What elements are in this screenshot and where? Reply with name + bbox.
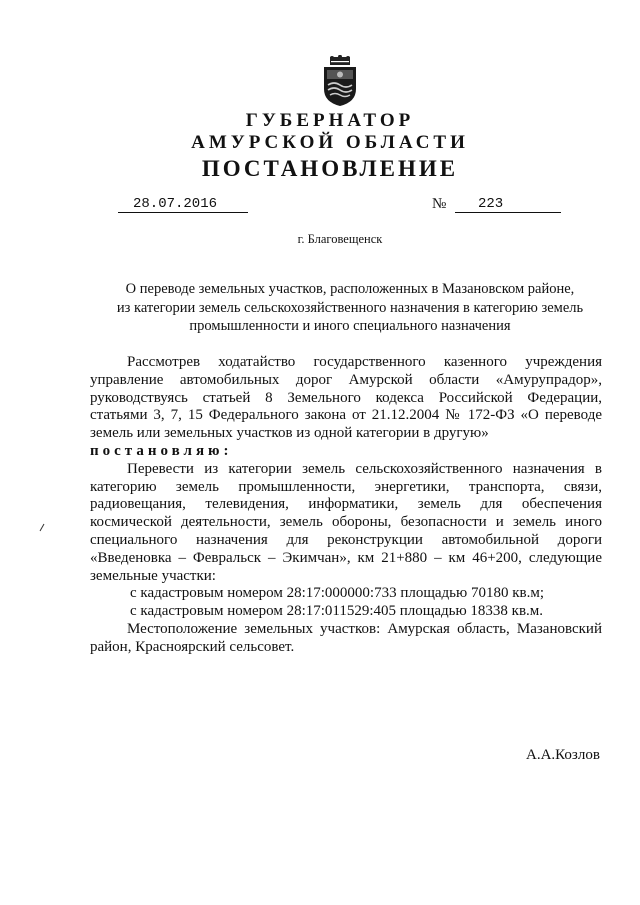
resolve-word: постановляю: <box>90 442 233 459</box>
title-line: промышленности и иного специального назначения <box>189 318 511 334</box>
title-line: из категории земель сельскохозяйственного назначения в категорию земель <box>116 299 584 316</box>
number-sign: № <box>432 196 447 212</box>
body-line: Перевести из категории земель сельскохозяйственного назначения в <box>127 460 602 477</box>
parcel-item: с кадастровым номером 28:17:011529:405 площадью 18338 кв.м. <box>130 603 544 620</box>
margin-mark <box>40 524 45 531</box>
body-line: земель или земельных участков из одной категории в другую» <box>90 425 489 442</box>
coat-of-arms-icon <box>320 55 360 107</box>
body-line: космической деятельности, земель обороны, безопасности и земель иного <box>90 514 602 531</box>
body-line: управление автомобильных дорог Амурской области «Амурупрадор», <box>90 371 602 388</box>
body-line: специального назначения для реконструкции автомобильной дороги <box>90 531 602 548</box>
document-date: 28.07.2016 <box>118 196 248 213</box>
body-line: статьями 3, 7, 15 Федерального закона от 21.12.2004 № 172-ФЗ «О переводе <box>90 407 602 424</box>
header-governor: ГУБЕРНАТОР <box>245 110 415 131</box>
document-title <box>60 280 640 336</box>
city: г. Благовещенск <box>297 232 383 246</box>
parcel-item: с кадастровым номером 28:17:000000:733 площадью 70180 кв.м; <box>130 585 544 602</box>
document-type: ПОСТАНОВЛЕНИЕ <box>201 156 459 181</box>
body-line: Местоположение земельных участков: Амурская область, Мазановский <box>127 620 602 637</box>
header-region: АМУРСКОЙ ОБЛАСТИ <box>191 132 469 153</box>
body-line: земельные участки: <box>90 567 216 584</box>
body-line: категорию земель промышленности, энергетики, транспорта, связи, <box>90 478 602 495</box>
document-body <box>90 354 602 657</box>
body-line: «Введеновка – Февральск – Экимчан», км 21+880 – км 46+200, следующие <box>90 549 602 566</box>
document-number: 223 <box>455 196 561 213</box>
title-line: О переводе земельных участков, расположенных в Мазановском районе, <box>125 281 575 297</box>
body-line: руководствуясь статьей 8 Земельного кодекса Российской Федерации, <box>90 389 602 406</box>
body-line: радиовещания, телевидения, информатики, земель для обеспечения <box>90 496 602 513</box>
body-line: Рассмотрев ходатайство государственного казенного учреждения <box>127 354 602 370</box>
body-line: район, Красноярский сельсовет. <box>90 638 295 655</box>
signature-name: А.А.Козлов <box>526 747 600 763</box>
